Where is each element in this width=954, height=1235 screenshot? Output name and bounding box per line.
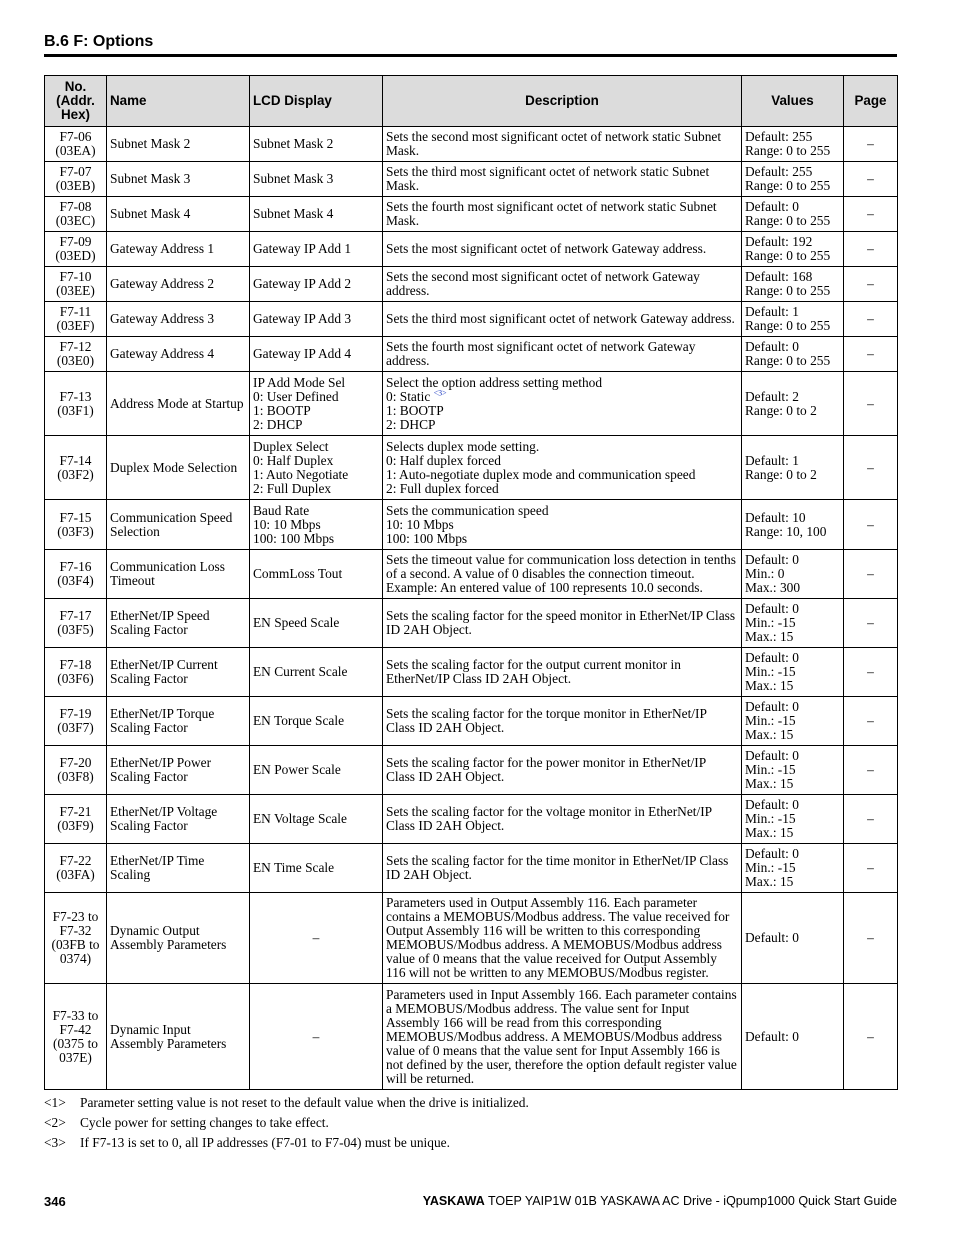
section-title: B.6 F: Options (44, 33, 154, 50)
cell-values: Default: 0 (742, 984, 844, 1090)
footnote-mark: <3> (44, 1135, 66, 1150)
footnote (44, 1115, 529, 1135)
cell-lcd: Subnet Mask 3 (250, 162, 383, 197)
cell-lcd: Duplex Select 0: Half Duplex 1: Auto Negotiate 2: Full Duplex (250, 436, 383, 500)
cell-name: Gateway Address 3 (107, 302, 250, 337)
cell-values: Default: 2 Range: 0 to 2 (742, 372, 844, 436)
cell-no: F7-23 to F7-32 (03FB to 0374) (45, 893, 107, 984)
cell-name: Subnet Mask 2 (107, 127, 250, 162)
footnote-mark: <1> (44, 1095, 66, 1110)
cell-page: – (844, 267, 898, 302)
table-row (45, 844, 898, 893)
cell-description: Sets the scaling factor for the time monitor in EtherNet/IP Class ID 2AH Object. (383, 844, 742, 893)
cell-values: Default: 0 Min.: -15 Max.: 15 (742, 599, 844, 648)
cell-lcd: Subnet Mask 4 (250, 197, 383, 232)
cell-page: – (844, 746, 898, 795)
cell-values: Default: 0 Min.: -15 Max.: 15 (742, 697, 844, 746)
cell-page: – (844, 550, 898, 599)
cell-lcd: EN Voltage Scale (250, 795, 383, 844)
cell-lcd: EN Current Scale (250, 648, 383, 697)
cell-page: – (844, 648, 898, 697)
cell-page: – (844, 795, 898, 844)
cell-page: – (844, 337, 898, 372)
cell-lcd: Gateway IP Add 3 (250, 302, 383, 337)
cell-values: Default: 1 Range: 0 to 255 (742, 302, 844, 337)
cell-values: Default: 1 Range: 0 to 2 (742, 436, 844, 500)
cell-page: – (844, 197, 898, 232)
cell-description: Parameters used in Output Assembly 116. Each parameter contains a MEMOBUS/Modbus address. The value received for Output Assembly 116 will be written to this corresponding MEMOBUS/Modbus address. A MEMOBUS/Modbus address value of 0 means that the value received for Output Assembly 116 will not be written to any MEMOBUS/Modbus register. (383, 893, 742, 984)
cell-description: Sets the communication speed 10: 10 Mbps 100: 100 Mbps (383, 500, 742, 550)
footnotes (44, 1095, 529, 1155)
table-row (45, 197, 898, 232)
footnote (44, 1135, 529, 1155)
cell-description: Sets the third most significant octet of network static Subnet Mask. (383, 162, 742, 197)
cell-no: F7-07 (03EB) (45, 162, 107, 197)
cell-values: Default: 0 Min.: -15 Max.: 15 (742, 648, 844, 697)
table-row (45, 893, 898, 984)
cell-page: – (844, 162, 898, 197)
parameters-table (44, 75, 898, 1090)
cell-name: Gateway Address 2 (107, 267, 250, 302)
cell-no: F7-17 (03F5) (45, 599, 107, 648)
cell-values: Default: 255 Range: 0 to 255 (742, 162, 844, 197)
cell-name: EtherNet/IP Time Scaling (107, 844, 250, 893)
cell-lcd: EN Torque Scale (250, 697, 383, 746)
cell-no: F7-21 (03F9) (45, 795, 107, 844)
cell-lcd: Baud Rate 10: 10 Mbps 100: 100 Mbps (250, 500, 383, 550)
cell-no: F7-20 (03F8) (45, 746, 107, 795)
table-row (45, 550, 898, 599)
cell-no: F7-06 (03EA) (45, 127, 107, 162)
cell-lcd: Gateway IP Add 1 (250, 232, 383, 267)
cell-lcd: IP Add Mode Sel 0: User Defined 1: BOOTP 2: DHCP (250, 372, 383, 436)
table-row (45, 267, 898, 302)
cell-name: Subnet Mask 4 (107, 197, 250, 232)
footer-brand: YASKAWA (422, 1194, 485, 1208)
header-name: Name (107, 76, 250, 127)
cell-values: Default: 168 Range: 0 to 255 (742, 267, 844, 302)
header-values: Values (742, 76, 844, 127)
cell-no: F7-14 (03F2) (45, 436, 107, 500)
table-header-row (45, 76, 898, 127)
cell-values: Default: 192 Range: 0 to 255 (742, 232, 844, 267)
cell-description: Sets the scaling factor for the output current monitor in EtherNet/IP Class ID 2AH Object. (383, 648, 742, 697)
cell-name: Dynamic Output Assembly Parameters (107, 893, 250, 984)
table-row (45, 127, 898, 162)
cell-page: – (844, 500, 898, 550)
cell-values: Default: 0 Min.: -15 Max.: 15 (742, 795, 844, 844)
table-row (45, 500, 898, 550)
cell-lcd: EN Time Scale (250, 844, 383, 893)
cell-page: – (844, 844, 898, 893)
cell-no: F7-13 (03F1) (45, 372, 107, 436)
cell-no: F7-19 (03F7) (45, 697, 107, 746)
cell-lcd: EN Speed Scale (250, 599, 383, 648)
cell-no: F7-22 (03FA) (45, 844, 107, 893)
cell-values: Default: 0 Min.: -15 Max.: 15 (742, 844, 844, 893)
cell-no: F7-11 (03EF) (45, 302, 107, 337)
cell-page: – (844, 599, 898, 648)
cell-name: Address Mode at Startup (107, 372, 250, 436)
cell-values: Default: 255 Range: 0 to 255 (742, 127, 844, 162)
header-no: No. (Addr. Hex) (45, 76, 107, 127)
cell-name: Gateway Address 4 (107, 337, 250, 372)
table-row (45, 984, 898, 1090)
cell-page: – (844, 127, 898, 162)
cell-values: Default: 0 (742, 893, 844, 984)
cell-lcd: – (250, 893, 383, 984)
cell-description: Sets the second most significant octet of network static Subnet Mask. (383, 127, 742, 162)
cell-description: Sets the timeout value for communication loss detection in tenths of a second. A value of 0 disables the connection timeout. Example: An entered value of 100 represents 10.0 seconds. (383, 550, 742, 599)
desc-text: 0: Static (386, 388, 431, 404)
cell-values: Default: 0 Range: 0 to 255 (742, 197, 844, 232)
cell-description: Sets the second most significant octet of network Gateway address. (383, 267, 742, 302)
cell-page: – (844, 232, 898, 267)
table-row (45, 795, 898, 844)
cell-name: Subnet Mask 3 (107, 162, 250, 197)
cell-description: Selects duplex mode setting. 0: Half duplex forced 1: Auto-negotiate duplex mode and communication speed 2: Full duplex forced (383, 436, 742, 500)
cell-name: EtherNet/IP Current Scaling Factor (107, 648, 250, 697)
cell-values: Default: 0 Range: 0 to 255 (742, 337, 844, 372)
cell-description: Sets the scaling factor for the power monitor in EtherNet/IP Class ID 2AH Object. (383, 746, 742, 795)
cell-description: Sets the most significant octet of network Gateway address. (383, 232, 742, 267)
table-row (45, 697, 898, 746)
footnote-mark: <2> (44, 1115, 66, 1130)
table-row (45, 162, 898, 197)
cell-lcd: Subnet Mask 2 (250, 127, 383, 162)
cell-name: Communication Speed Selection (107, 500, 250, 550)
cell-values: Default: 0 Min.: 0 Max.: 300 (742, 550, 844, 599)
cell-page: – (844, 697, 898, 746)
table-row (45, 436, 898, 500)
cell-page: – (844, 893, 898, 984)
header-lcd-display: LCD Display (250, 76, 383, 127)
cell-name: Dynamic Input Assembly Parameters (107, 984, 250, 1090)
cell-name: Communication Loss Timeout (107, 550, 250, 599)
cell-no: F7-33 to F7-42 (0375 to 037E) (45, 984, 107, 1090)
cell-description: Parameters used in Input Assembly 166. Each parameter contains a MEMOBUS/Modbus address. The value sent for Input Assembly 166 will be read from this corresponding MEMOBUS/Modbus address. A MEMOBUS/Modbus address value of 0 means that the value sent for Input Assembly 166 is not defined by the user, therefore the option default register value will be returned. (383, 984, 742, 1090)
table-row (45, 372, 898, 436)
table-row (45, 337, 898, 372)
table-row (45, 302, 898, 337)
cell-no: F7-18 (03F6) (45, 648, 107, 697)
cell-lcd: Gateway IP Add 2 (250, 267, 383, 302)
cell-no: F7-10 (03EE) (45, 267, 107, 302)
page-number: 346 (44, 1194, 66, 1209)
cell-description: Sets the scaling factor for the voltage monitor in EtherNet/IP Class ID 2AH Object. (383, 795, 742, 844)
footnote-ref-link[interactable]: <3> (433, 388, 447, 398)
desc-line: 1: BOOTP 2: DHCP (386, 402, 444, 432)
desc-line: Select the option address setting method (386, 374, 603, 390)
cell-description (383, 372, 742, 436)
cell-no: F7-16 (03F4) (45, 550, 107, 599)
cell-page: – (844, 302, 898, 337)
cell-description: Sets the fourth most significant octet of network Gateway address. (383, 337, 742, 372)
cell-no: F7-08 (03EC) (45, 197, 107, 232)
cell-description: Sets the scaling factor for the speed monitor in EtherNet/IP Class ID 2AH Object. (383, 599, 742, 648)
cell-name: Duplex Mode Selection (107, 436, 250, 500)
cell-description: Sets the third most significant octet of network Gateway address. (383, 302, 742, 337)
cell-page: – (844, 984, 898, 1090)
table-row (45, 746, 898, 795)
cell-description: Sets the fourth most significant octet of network static Subnet Mask. (383, 197, 742, 232)
footnote-text: Cycle power for setting changes to take effect. (80, 1115, 329, 1130)
desc-line (386, 390, 738, 404)
cell-lcd: EN Power Scale (250, 746, 383, 795)
cell-values: Default: 10 Range: 10, 100 (742, 500, 844, 550)
cell-page: – (844, 436, 898, 500)
footer-doc-text: TOEP YAIP1W 01B YASKAWA AC Drive - iQpump1000 Quick Start Guide (488, 1194, 897, 1208)
cell-name: EtherNet/IP Torque Scaling Factor (107, 697, 250, 746)
table-row (45, 599, 898, 648)
table-row (45, 232, 898, 267)
cell-page: – (844, 372, 898, 436)
cell-lcd: Gateway IP Add 4 (250, 337, 383, 372)
section-rule (44, 54, 897, 57)
cell-lcd: CommLoss Tout (250, 550, 383, 599)
footnote-text: Parameter setting value is not reset to the default value when the drive is initialized. (80, 1095, 529, 1110)
cell-name: EtherNet/IP Speed Scaling Factor (107, 599, 250, 648)
cell-no: F7-12 (03E0) (45, 337, 107, 372)
cell-name: Gateway Address 1 (107, 232, 250, 267)
header-page: Page (844, 76, 898, 127)
cell-description: Sets the scaling factor for the torque monitor in EtherNet/IP Class ID 2AH Object. (383, 697, 742, 746)
cell-no: F7-15 (03F3) (45, 500, 107, 550)
cell-lcd: – (250, 984, 383, 1090)
table-row (45, 648, 898, 697)
footnote-text: If F7-13 is set to 0, all IP addresses (F7-01 to F7-04) must be unique. (80, 1135, 450, 1150)
cell-name: EtherNet/IP Power Scaling Factor (107, 746, 250, 795)
cell-values: Default: 0 Min.: -15 Max.: 15 (742, 746, 844, 795)
cell-no: F7-09 (03ED) (45, 232, 107, 267)
footer-doc-title (423, 1194, 897, 1208)
header-description: Description (383, 76, 742, 127)
cell-name: EtherNet/IP Voltage Scaling Factor (107, 795, 250, 844)
footnote (44, 1095, 529, 1115)
